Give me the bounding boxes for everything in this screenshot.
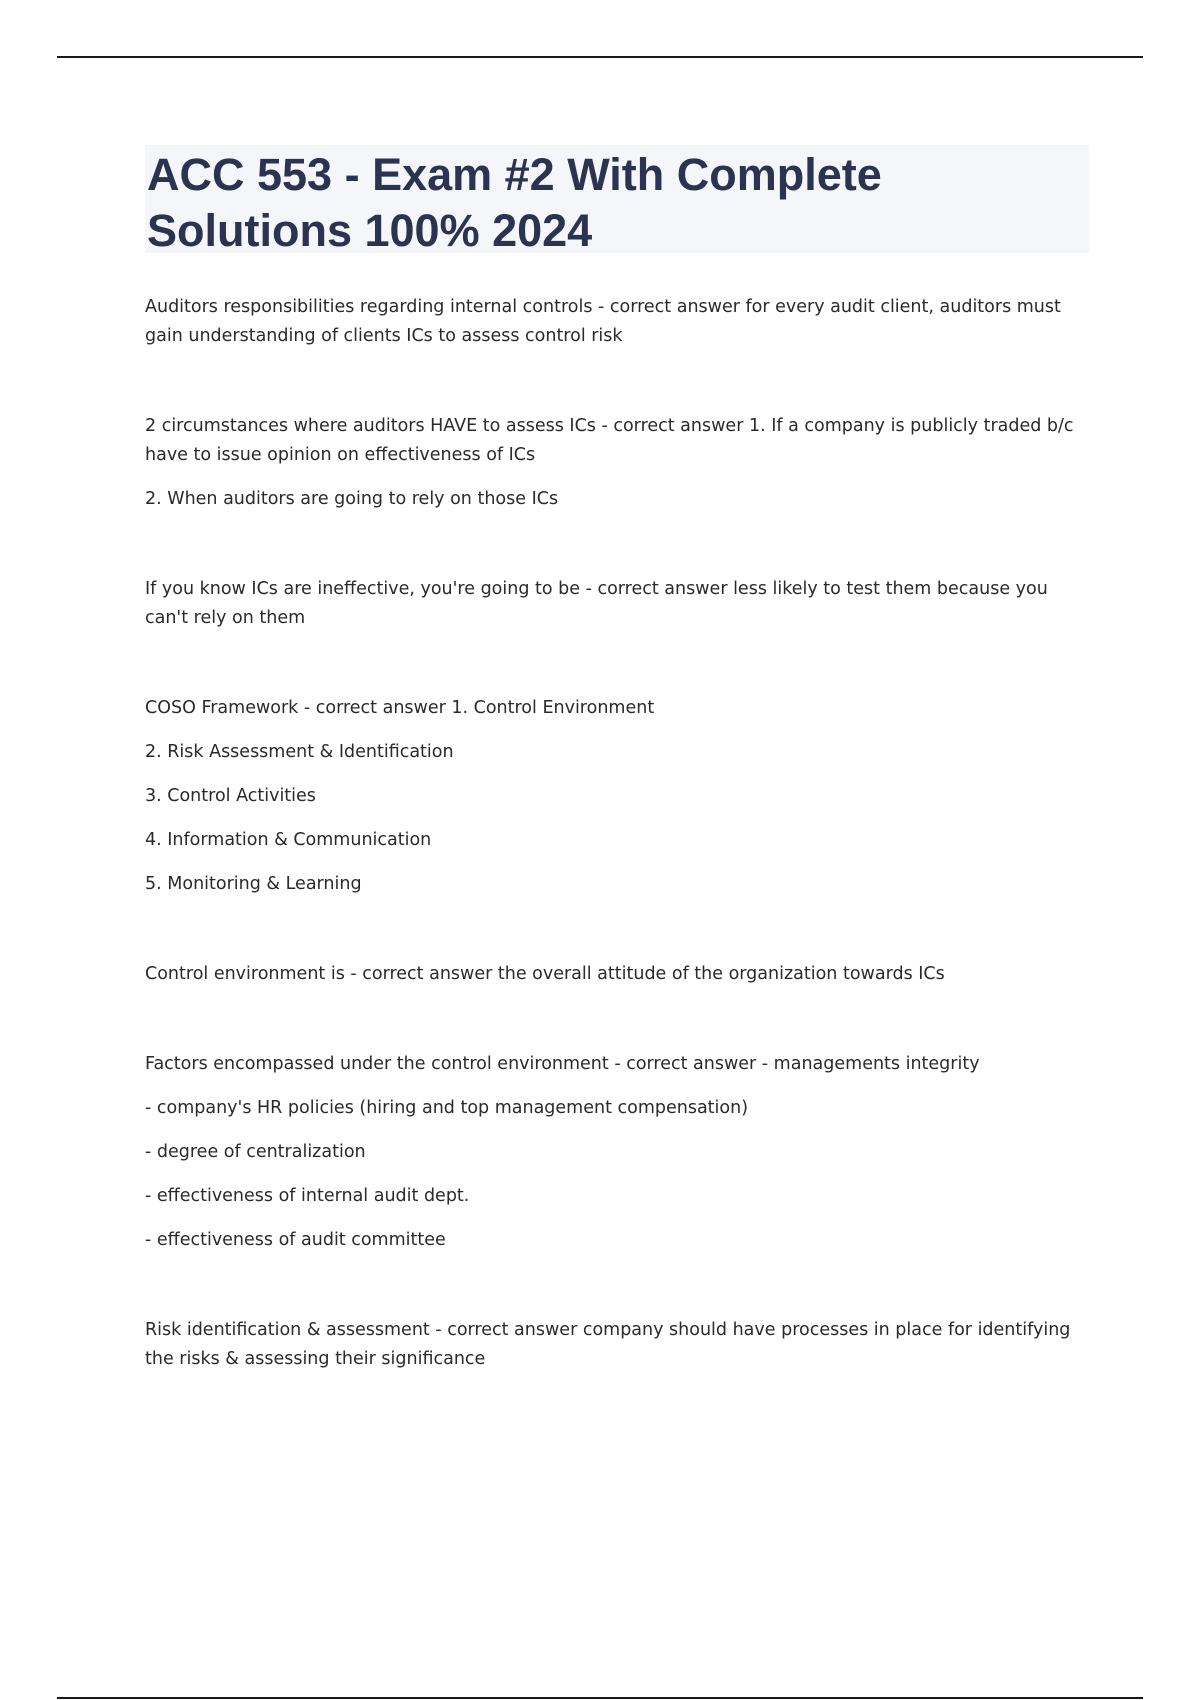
title-banner <box>145 145 1089 256</box>
qa-line: Auditors responsibilities regarding internal controls - correct answer for every audit client, auditors must gain understanding of clients ICs to assess control risk <box>145 297 1061 346</box>
qa-entry <box>145 1316 1089 1374</box>
document-title: ACC 553 - Exam #2 With Complete Solutions 100% 2024 <box>147 149 882 256</box>
qa-entry <box>145 960 1089 989</box>
qa-line: If you know ICs are ineffective, you're going to be - correct answer less likely to test them because you can't rely on them <box>145 579 1048 628</box>
qa-entry <box>145 293 1089 351</box>
qa-line: COSO Framework - correct answer 1. Control Environment <box>145 698 655 718</box>
qa-line: - degree of centralization <box>145 1142 366 1162</box>
qa-line: 5. Monitoring & Learning <box>145 874 362 894</box>
qa-line: - effectiveness of internal audit dept. <box>145 1186 470 1206</box>
qa-list <box>145 293 1089 1374</box>
qa-entry <box>145 1050 1089 1255</box>
qa-line: - effectiveness of audit committee <box>145 1230 446 1250</box>
qa-line: Factors encompassed under the control environment - correct answer - managements integrity <box>145 1054 980 1074</box>
qa-line: 2. Risk Assessment & Identification <box>145 742 454 762</box>
qa-line: Control environment is - correct answer the overall attitude of the organization towards ICs <box>145 964 945 984</box>
qa-line: 3. Control Activities <box>145 786 316 806</box>
qa-line: 2. When auditors are going to rely on those ICs <box>145 489 559 509</box>
qa-line: - company's HR policies (hiring and top management compensation) <box>145 1098 749 1118</box>
qa-line: Risk identification & assessment - correct answer company should have processes in place for identifying the risks & assessing their significance <box>145 1320 1071 1369</box>
qa-entry <box>145 694 1089 899</box>
qa-entry <box>145 412 1089 514</box>
qa-line: 2 circumstances where auditors HAVE to assess ICs - correct answer 1. If a company is publicly traded b/c have to issue opinion on effectiveness of ICs <box>145 416 1074 465</box>
top-rule <box>57 56 1143 58</box>
document-body <box>145 145 1089 1374</box>
qa-line: 4. Information & Communication <box>145 830 432 850</box>
bottom-rule <box>57 1697 1143 1699</box>
qa-entry <box>145 575 1089 633</box>
